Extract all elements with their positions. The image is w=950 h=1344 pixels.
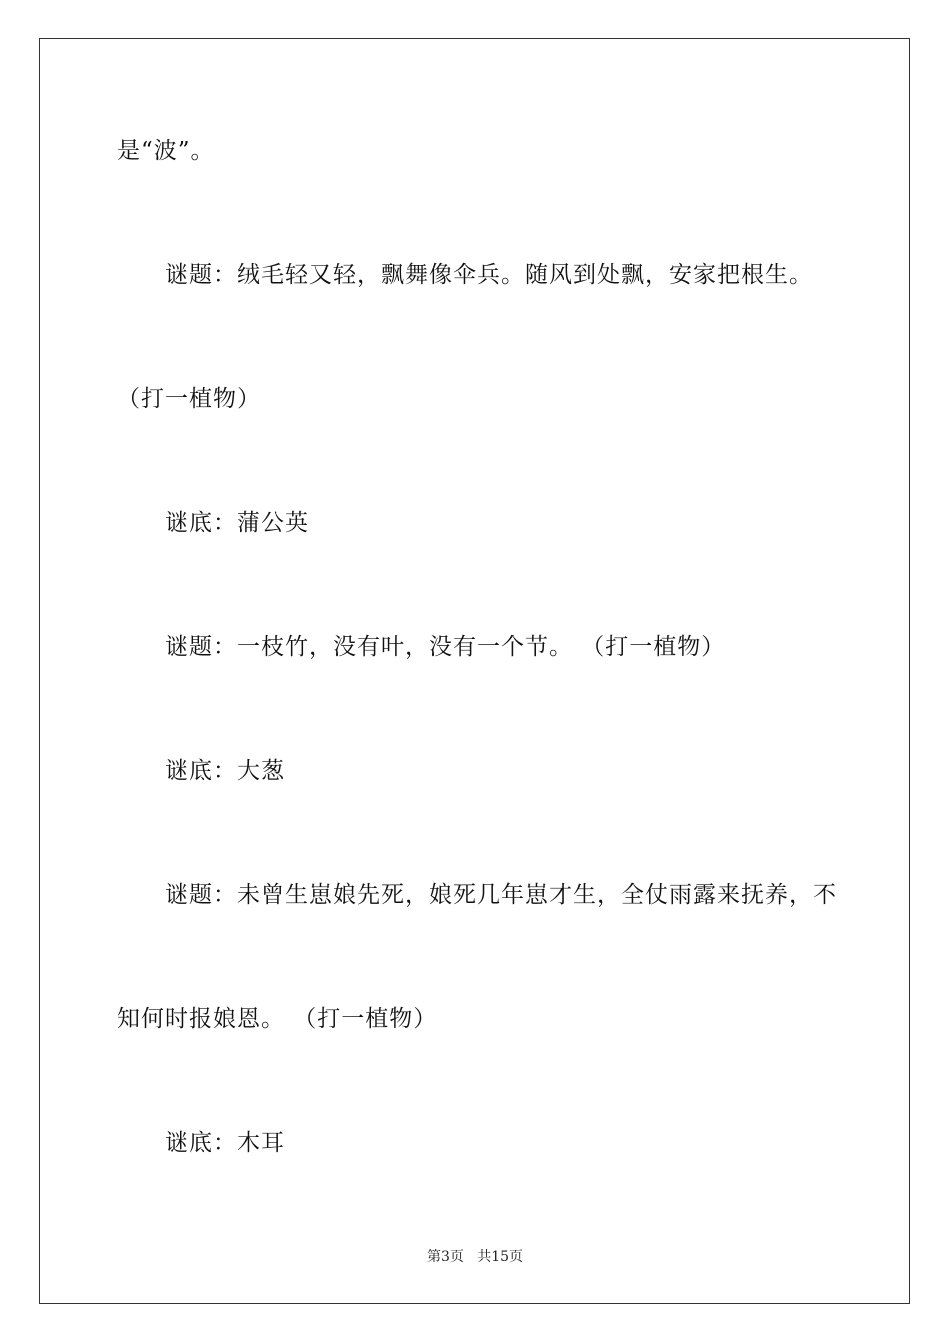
page-border <box>39 38 910 1304</box>
riddle-question-3: 谜题：未曾生崽娘先死，娘死几年崽才生，全仗雨露来抚养，不 <box>165 882 837 908</box>
riddle-question-1-hint: （打一植物） <box>117 386 261 412</box>
riddle-answer-3: 谜底：木耳 <box>165 1130 285 1156</box>
riddle-answer-1: 谜底：蒲公英 <box>165 510 309 536</box>
riddle-answer-2: 谜底：大葱 <box>165 758 285 784</box>
riddle-question-2: 谜题：一枝竹，没有叶，没有一个节。 （打一植物） <box>165 634 726 660</box>
riddle-question-1: 谜题：绒毛轻又轻，飘舞像伞兵。随风到处飘，安家把根生。 <box>165 262 813 288</box>
paragraph-continuation: 是“波”。 <box>117 138 215 164</box>
page-number-footer: 第3页 共15页 <box>426 1249 524 1265</box>
riddle-question-3-continued: 知何时报娘恩。 （打一植物） <box>117 1006 438 1032</box>
